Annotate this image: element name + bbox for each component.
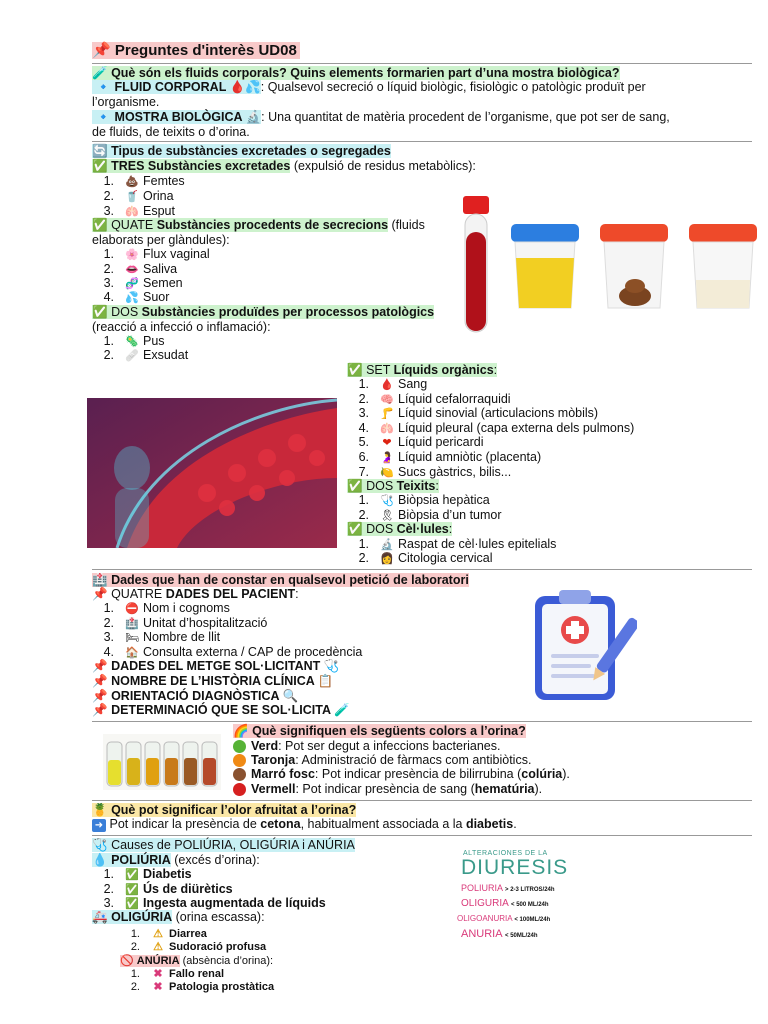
clipboard-icon: 📋 [317,674,334,688]
stethoscope-icon: 🩺 [380,495,394,507]
pin-icon: 📌 [92,689,108,703]
color-verd: Verd: Pot ser degut a infeccions bacterianes. [233,739,500,754]
list-item: 2. 🧠 Líquid cefalorraquidi [358,392,511,406]
cel-term: Cèl·lules [396,522,449,536]
secrecions-count: QUATE [111,218,154,232]
diuresis-heading-small: ALTERACIONES DE LA [463,850,548,857]
q4-heading-row [233,724,526,739]
list-item: 2. ✖ Patologia prostàtica [130,981,275,993]
diuresis-card [455,850,585,943]
q3-heading: Dades que han de constar en qualsevol petició de laboratori [111,573,469,587]
stethoscope-icon: 🩺 [92,838,108,852]
arrow-right-icon: ➜ [92,819,106,832]
list-item: 1. 🩸 Sang [358,377,428,391]
excretades-note: (expulsió de residus metabòlics): [290,159,476,173]
clipboard-illustration [527,582,637,707]
q1-heading: Què són els fluids corporals? Quins elements formarien part d’una mostra biològica? [111,66,620,80]
list-item: 3. 🫁 Esput [103,204,175,218]
determinacio-row: 📌 DETERMINACIÓ QUE SE SOL·LICITA 🧪 [92,703,350,717]
secrecions-row [92,218,452,247]
mostra-term: MOSTRA BIOLÒGICA [114,110,243,124]
hospital-icon: 🏥 [92,573,108,587]
q3-heading-row [92,573,469,588]
check-icon: ✅ [92,159,108,173]
check-icon: ✅ [92,218,108,232]
teixits-count: DOS [366,479,394,493]
q2-heading-row [92,144,391,159]
list-item: 4. 🫁 Líquid pleural (capa externa dels pulmons) [358,421,635,435]
blood-drop-icon: 🩸 [380,379,394,391]
brown-circle-icon [233,768,246,781]
pin-icon: 📌 [92,659,108,673]
metge-row: 📌 DADES DEL METGE SOL·LICITANT 🩺 [92,659,340,673]
microbe-icon: 🦠 [125,336,139,348]
patologics-term: Substàncies produïdes per processos patològics [141,305,435,319]
sputum-cup [689,224,757,308]
secrecions-note: (fluids elaborats per glàndules): [92,218,425,247]
flower-icon: 🌸 [125,249,139,261]
check-icon: ✅ [347,522,363,536]
test-tube-icon: 🧪 [334,703,350,717]
red-circle-icon [233,783,246,796]
pin-icon: 📌 [92,42,111,59]
q5-heading: Què pot significar l’olor afruitat a l’orina? [111,803,357,817]
cup-icon: 🥤 [125,191,139,203]
poop-icon: 💩 [125,176,139,188]
blood-tube [463,196,489,332]
divider [92,141,752,142]
q4-heading: Què signifiquen els següents colors a l’orina? [252,724,526,738]
list-item: 1. 🌸 Flux vaginal [103,247,210,261]
bed-icon: 🛏 [125,632,139,644]
poliuria-row: 💧 POLIÚRIA (excés d’orina): [92,853,260,867]
list-item: 2. ✅ Ús de diürètics [103,882,233,896]
brain-icon: 🧠 [380,394,394,406]
refresh-icon: 🔄 [92,144,108,158]
list-item: 2. 👄 Saliva [103,262,178,276]
lungs-icon: 🫁 [125,206,139,218]
prohibited-icon: 🚫 [120,955,134,967]
list-item: 1. 🩺 Biòpsia hepàtica [358,493,490,507]
droplet-icon: 💧 [92,853,108,867]
check-icon: ✅ [92,305,108,319]
check-icon: ✅ [347,479,363,493]
ribbon-icon: 🎗 [380,510,394,522]
fluid-term: FLUID CORPORAL [114,80,227,94]
mostra-def: : Una quantitat de matèria procedent de l’organisme, que pot ser de sang, de fluids, de teixits o d’orina. [92,110,670,139]
list-item: 2. 👩 Citologia cervical [358,551,493,565]
house-icon: 🏠 [125,647,139,659]
microscope-icon: 🔬 [380,539,394,551]
samples-illustration [455,192,765,340]
mostra-definition [92,110,672,139]
check-icon: ✅ [125,884,139,896]
diamond-icon: 🔹 [95,110,112,124]
q5-heading-row [92,803,356,818]
warning-icon: ⚠ [153,941,163,953]
test-tube-icon: 🧪 [92,66,108,80]
teixits-row: ✅ DOS Teixits: [347,479,439,493]
list-item: 4. 🏠 Consulta externa / CAP de procedència [103,645,363,659]
pregnant-icon: 🤰 [380,452,394,464]
pin-icon: 📌 [92,587,108,601]
leg-icon: 🦵 [380,408,394,420]
list-item: 1. ⚠ Diarrea [130,928,207,940]
q2-heading: Tipus de substàncies excretades o segregades [111,144,391,158]
list-item: 2. 🏥 Unitat d’hospitalització [103,616,268,630]
patologics-row [92,305,434,320]
check-icon: ✅ [125,869,139,881]
diuresis-row: OLIGURIA < 500 ML/24h [461,898,549,909]
orientacio-row: 📌 ORIENTACIÓ DIAGNÒSTICA 🔍 [92,689,299,703]
oliguria-row: 🚑 OLIGÚRIA (orina escassa): [92,910,265,924]
list-item: 1. 🔬 Raspat de cèl·lules epitelials [358,537,557,551]
divider [92,569,752,570]
urine-cup [511,224,579,308]
magnifier-icon: 🔍 [282,689,299,703]
list-item: 4. 💦 Suor [103,290,170,304]
list-item: 1. ✖ Fallo renal [130,968,225,980]
bandage-icon: 🩹 [125,350,139,362]
hospital-cross-icon: 🚑 [92,910,108,924]
diuresis-row: ANURIA < 50ML/24h [461,928,538,940]
divider [92,800,752,801]
cross-icon: ✖ [153,981,163,993]
list-item: 2. ⚠ Sudoració profusa [130,941,267,953]
pin-icon: 📌 [92,703,108,717]
lemon-icon: 🍋 [380,467,394,479]
divider [92,63,752,64]
heart-icon: ❤ [382,437,392,449]
stethoscope-icon: 🩺 [323,659,340,673]
color-marro: Marró fosc: Pot indicar presència de bilirrubina (colúria). [233,767,570,782]
list-item: 1. 🦠 Pus [103,334,165,348]
q5-answer: ➜ Pot indicar la presència de cetona, habitualment associada a la diabetis. [92,817,517,832]
anuria-row: 🚫 ANÚRIA (absència d’orina): [120,955,274,967]
list-item: 6. 🤰 Líquid amniòtic (placenta) [358,450,542,464]
list-item: 2. 🎗 Biòpsia d’un tumor [358,508,502,522]
excretades-count: TRES [111,159,145,173]
historia-row: 📌 NOMBRE DE L’HISTÒRIA CLÍNICA 📋 [92,674,334,688]
page-title-row [92,42,300,60]
divider [92,721,752,722]
pacient-row: 📌 QUATRE DADES DEL PACIENT: [92,587,299,601]
diuresis-heading-big: DIURESIS [461,856,569,879]
excretades-term: Substàncies excretades [147,159,291,173]
liquids-term: Líquids orgànics [393,363,494,377]
q6-heading: Causes de POLIÚRIA, OLIGÚRIA i ANÚRIA [111,838,355,852]
list-item: 1. 💩 Femtes [103,174,185,188]
color-vermell: Vermell: Pot indicar presència de sang (hematúria). [233,782,542,797]
list-item: 3. ✅ Ingesta augmentada de líquids [103,896,326,910]
stool-cup [600,224,668,308]
liquids-count: SET [366,363,391,377]
orange-circle-icon [233,754,246,767]
list-item: 1. ✅ Diabetis [103,867,192,881]
list-item: 2. 🥤 Orina [103,189,174,203]
fluid-definition [92,80,672,109]
list-item: 3. 🦵 Líquid sinovial (articulacions mòbils) [358,406,599,420]
check-icon: ✅ [125,898,139,910]
page-title: Preguntes d'interès UD08 [114,42,297,59]
no-entry-icon: ⛔ [125,603,139,615]
patologics-note: (reacció a infecció o inflamació): [92,320,271,334]
liquids-row: ✅ SET Líquids orgànics: [347,363,498,377]
list-item: 3. 🛏 Nombre de llit [103,630,221,644]
list-item: 5. ❤ Líquid pericardi [358,435,484,449]
cross-icon: ✖ [153,968,163,980]
lips-icon: 👄 [125,264,139,276]
teixits-term: Teixits [396,479,436,493]
list-item: 3. 🧬 Semen [103,276,183,290]
lungs-icon: 🫁 [380,423,394,435]
list-item: 2. 🩹 Exsudat [103,348,189,362]
cel-count: DOS [366,522,394,536]
secrecions-term: Substàncies procedents de secrecions [156,218,389,232]
list-item: 7. 🍋 Sucs gàstrics, bilis... [358,465,512,479]
check-icon: ✅ [347,363,363,377]
blood-vessel-image [87,398,337,548]
list-item: 1. ⛔ Nom i cognoms [103,601,230,615]
dna-icon: 🧬 [125,278,139,290]
diuresis-row: POLIURIA > 2-3 LITROS/24h [461,883,555,893]
green-circle-icon [233,740,246,753]
divider [92,835,752,836]
q6-heading-row [92,838,355,853]
rainbow-icon: 🌈 [233,724,249,738]
warning-icon: ⚠ [153,928,163,940]
doctor-icon: 👩 [380,553,394,565]
blood-drop-icon: 🩸💦 [229,80,261,94]
diuresis-row: OLIGOANURIA < 100ML/24h [457,914,551,923]
diamond-icon: 🔹 [95,80,112,94]
q1-heading-row [92,66,620,81]
color-taronja: Taronja: Administració de fàrmacs com antibiòtics. [233,753,531,768]
patologics-count: DOS [111,305,139,319]
pin-icon: 📌 [92,674,108,688]
urine-tubes-illustration [103,734,221,790]
pineapple-icon: 🍍 [92,803,108,817]
microscope-icon: 🔬 [245,110,262,124]
excretades-row [92,159,476,174]
hospital-icon: 🏥 [125,618,139,630]
fluid-def: : Qualsevol secreció o líquid biològic, fisiològic o patològic produït per l’organisme. [92,80,646,109]
cel-row: ✅ DOS Cèl·lules: [347,522,453,536]
droplets-icon: 💦 [125,292,139,304]
